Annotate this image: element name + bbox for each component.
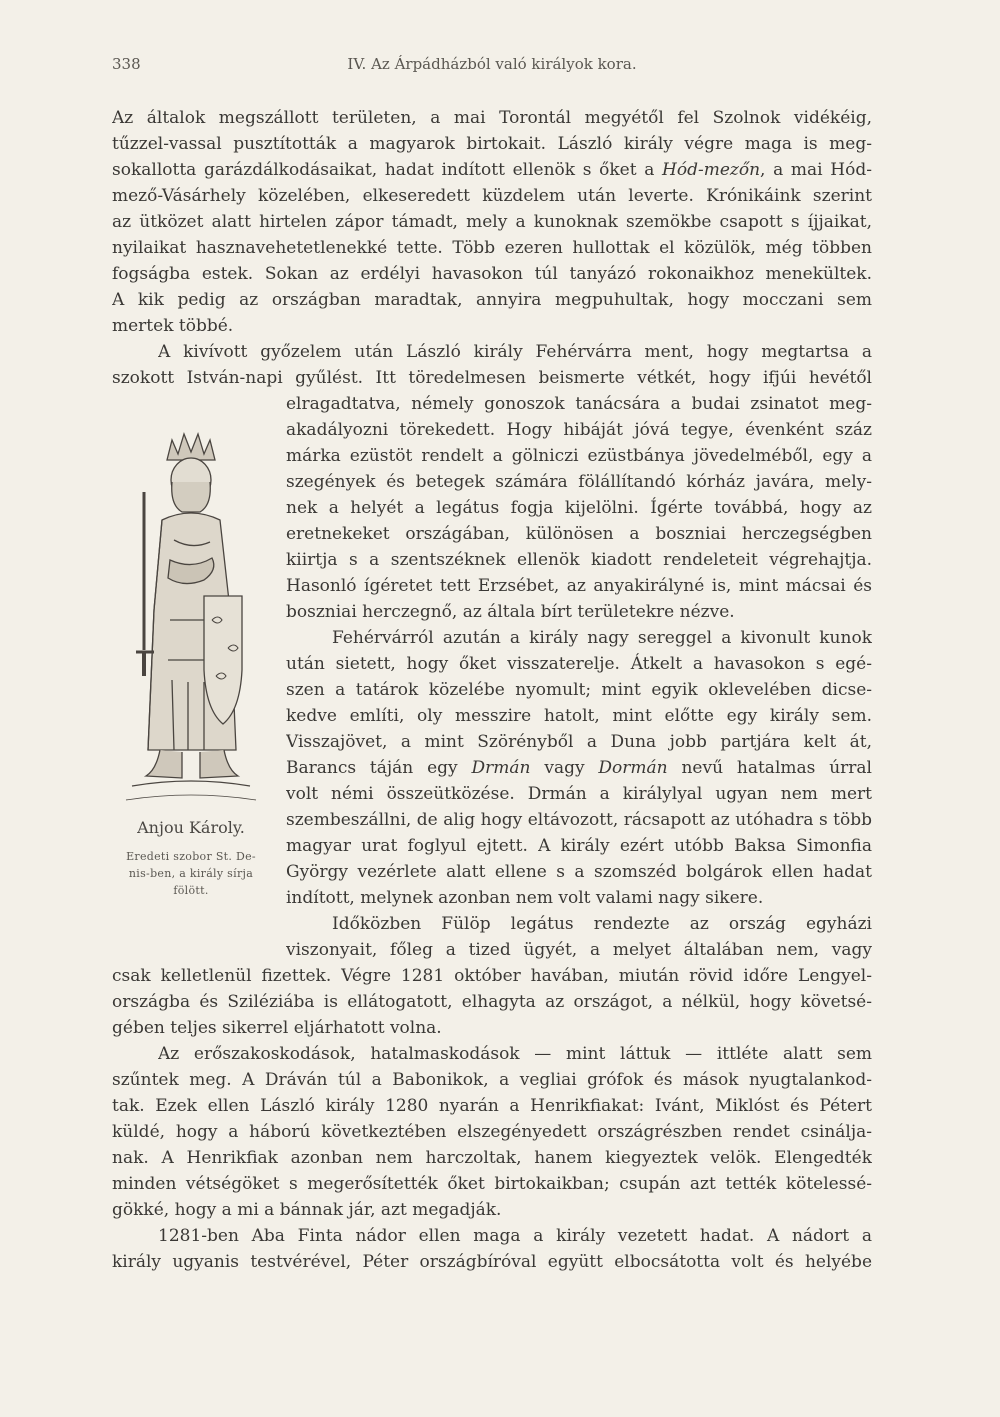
text-segment: szűntek meg. A Dráván túl a Babonikok, a vegliai grófok és mások nyugtalankod- bbox=[112, 1070, 872, 1090]
text-line bbox=[112, 365, 872, 391]
text-line bbox=[286, 833, 872, 859]
text-segment: kiirtja s a szentszéknek ellenök kiadott rendeleteit végrehajtja. bbox=[286, 550, 872, 570]
text-segment: nyilaikat hasznavehetetlenekké tette. Több ezeren hullottak el közülök, még többen bbox=[112, 238, 872, 258]
text-segment: nak. A Henrikfiak azonban nem harczoltak, hanem kiegyeztek velök. Elengedték bbox=[112, 1148, 872, 1168]
text-line bbox=[332, 625, 872, 651]
text-line bbox=[286, 755, 872, 781]
text-segment: mező-Vásárhely közelében, elkeseredett küzdelem után leverte. Krónikáink szerint bbox=[112, 186, 872, 206]
text-segment: szembeszállni, de alig hogy eltávozott, rácsapott az utóhadra s több bbox=[286, 810, 872, 830]
text-segment: Az erőszakoskodások, hatalmaskodások — mint láttuk — ittléte alatt sem bbox=[158, 1044, 872, 1064]
text-line bbox=[158, 339, 872, 365]
text-line bbox=[112, 1015, 512, 1041]
text-segment: mertek többé. bbox=[112, 316, 234, 336]
text-line bbox=[112, 157, 872, 183]
text-segment: minden vétségöket s megerősítették őket birtokaikban; csupán azt tették kötelessé- bbox=[112, 1174, 872, 1194]
text-segment: küldé, hogy a háború következtében elszegényedett országrészben rendet csinálja- bbox=[112, 1122, 872, 1142]
text-segment: eretnekeket országában, különösen a boszniai herczegségben bbox=[286, 524, 872, 544]
text-segment: márka ezüstöt rendelt a gölniczi ezüstbánya jövedelméből, egy a bbox=[286, 446, 872, 466]
text-line bbox=[112, 209, 872, 235]
text-line bbox=[112, 1067, 872, 1093]
text-line bbox=[112, 105, 872, 131]
text-line bbox=[112, 1093, 872, 1119]
text-segment: Fehérvárról azután a király nagy sereggel a kivonult kunok bbox=[332, 628, 872, 648]
text-line bbox=[112, 261, 872, 287]
figure-caption-line: fölött. bbox=[173, 884, 209, 897]
text-line bbox=[286, 391, 872, 417]
text-segment: nevű hatalmas úrral bbox=[667, 758, 872, 778]
text-segment: indított, melynek azonban nem volt valami nagy sikere. bbox=[286, 888, 764, 908]
text-line bbox=[112, 1119, 872, 1145]
text-segment: Visszajövet, a mint Szörényből a Duna jobb partjára kelt át, bbox=[286, 732, 872, 752]
text-line bbox=[286, 469, 872, 495]
text-segment: György vezérlete alatt ellene s a szomszéd bolgárok ellen hadat bbox=[286, 862, 872, 882]
text-line bbox=[286, 729, 872, 755]
text-line bbox=[112, 1171, 872, 1197]
running-title: IV. Az Árpádházból való királyok kora. bbox=[347, 55, 637, 73]
text-segment: vagy bbox=[530, 758, 599, 778]
text-line bbox=[332, 911, 872, 937]
text-segment: 1281-ben Aba Finta nádor ellen maga a király vezetett hadat. A nádort a bbox=[158, 1226, 872, 1246]
text-segment: tűzzel-vassal pusztították a magyarok birtokait. László király végre maga is meg- bbox=[112, 134, 872, 154]
text-segment: az ütközet alatt hirtelen zápor támadt, mely a kunoknak szemökbe csapott s íjjaikat, bbox=[112, 212, 872, 232]
text-line bbox=[286, 807, 872, 833]
text-line bbox=[286, 859, 872, 885]
italic-place-name: Hód-mezőn bbox=[662, 160, 761, 180]
text-line bbox=[286, 495, 872, 521]
page-number: 338 bbox=[112, 55, 141, 73]
text-segment: magyar urat foglyul ejtett. A király ezért utóbb Baksa Simonfia bbox=[286, 836, 872, 856]
text-segment: gökké, hogy a mi a bánnak jár, azt megadják. bbox=[112, 1200, 502, 1220]
text-segment: szegények és betegek számára fölállítandó kórház javára, mely- bbox=[286, 472, 872, 492]
text-segment: szokott István-napi gyűlést. Itt töredelmesen beismerte vétkét, hogy ifjúi hevétől bbox=[112, 368, 872, 388]
text-segment: király ugyanis testvérével, Péter országbíróval együtt elbocsátotta volt és helyébe bbox=[112, 1252, 872, 1272]
text-line bbox=[286, 573, 872, 599]
text-line bbox=[286, 521, 872, 547]
text-segment: volt némi összeütközése. Drmán a királylyal ugyan nem mert bbox=[286, 784, 872, 804]
text-line bbox=[112, 183, 872, 209]
text-line bbox=[286, 651, 872, 677]
text-line bbox=[286, 703, 872, 729]
text-segment: , a mai Hód- bbox=[760, 160, 872, 180]
text-line bbox=[112, 963, 872, 989]
text-line bbox=[112, 989, 872, 1015]
text-segment: akadályozni törekedett. Hogy hibáját jóvá tegye, évenként száz bbox=[286, 420, 872, 440]
italic-place-name: Dormán bbox=[598, 758, 668, 778]
text-line bbox=[286, 885, 786, 911]
text-line bbox=[158, 1041, 872, 1067]
text-line bbox=[286, 599, 746, 625]
text-segment: viszonyait, főleg a tized ügyét, a melyet általában nem, vagy bbox=[286, 940, 872, 960]
text-segment: A kik pedig az országban maradtak, annyira megpuhultak, hogy mocczani sem bbox=[112, 290, 872, 310]
text-segment: Az általok megszállott területen, a mai Torontál megyétől fel Szolnok vidékéig, bbox=[112, 108, 872, 128]
text-segment: gében teljes sikerrel eljárhatott volna. bbox=[112, 1018, 442, 1038]
text-line bbox=[286, 677, 872, 703]
running-header bbox=[112, 55, 872, 77]
text-segment: tak. Ezek ellen László király 1280 nyarán a Henrikfiakat: Ivánt, Miklóst és Pétert bbox=[112, 1096, 872, 1116]
text-segment: Barancs táján egy bbox=[286, 758, 472, 778]
text-segment: országba és Sziléziába is ellátogatott, elhagyta az országot, a nélkül, hogy követsé- bbox=[112, 992, 872, 1012]
text-segment: A kivívott győzelem után László király Fehérvárra ment, hogy megtartsa a bbox=[158, 342, 872, 362]
text-line bbox=[286, 443, 872, 469]
text-line bbox=[112, 235, 872, 261]
text-segment: szen a tatárok közelébe nyomult; mint egyik oklevelében dicse- bbox=[286, 680, 872, 700]
text-line bbox=[112, 1145, 872, 1171]
text-line bbox=[112, 131, 872, 157]
figure-caption-source bbox=[108, 848, 274, 899]
text-segment: Hasonló ígéretet tett Erzsébet, az anyakirályné is, mint mácsai és bbox=[286, 576, 872, 596]
text-line bbox=[286, 417, 872, 443]
text-segment: Időközben Fülöp legátus rendezte az ország egyházi bbox=[332, 914, 872, 934]
text-segment: csak kelletlenül fizettek. Végre 1281 október havában, miután rövid időre Lengyel- bbox=[112, 966, 872, 986]
text-segment: fogságba estek. Sokan az erdélyi havasokon túl tanyázó rokonaikhoz menekültek. bbox=[112, 264, 872, 284]
text-line bbox=[112, 287, 872, 313]
figure-caption-line: Eredeti szobor St. De- bbox=[126, 850, 256, 863]
text-segment: elragadtatva, némely gonoszok tanácsára a budai zsinatot meg- bbox=[286, 394, 872, 414]
text-line bbox=[286, 547, 872, 573]
text-line bbox=[286, 781, 872, 807]
text-line bbox=[112, 1249, 872, 1275]
text-line bbox=[286, 937, 872, 963]
text-segment: boszniai herczegnő, az általa bírt területekre nézve. bbox=[286, 602, 735, 622]
text-line bbox=[112, 313, 252, 339]
figure-caption-title: Anjou Károly. bbox=[137, 818, 245, 837]
text-segment: után sietett, hogy őket visszaterelje. Átkelt a havasokon s egé- bbox=[286, 654, 872, 674]
figure-caption-line: nis-ben, a király sírja bbox=[128, 867, 254, 880]
statue-illustration bbox=[112, 420, 270, 810]
italic-place-name: Drmán bbox=[471, 758, 531, 778]
text-segment: nek a helyét a legátus fogja kijelölni. Ígérte továbbá, hogy az bbox=[286, 498, 872, 518]
text-segment: sokallotta garázdálkodásaikat, hadat indított ellenök s őket a bbox=[112, 160, 663, 180]
text-segment: kedve említi, oly messzire hatolt, mint előtte egy király sem. bbox=[286, 706, 872, 726]
text-line bbox=[112, 1197, 552, 1223]
text-line bbox=[158, 1223, 872, 1249]
